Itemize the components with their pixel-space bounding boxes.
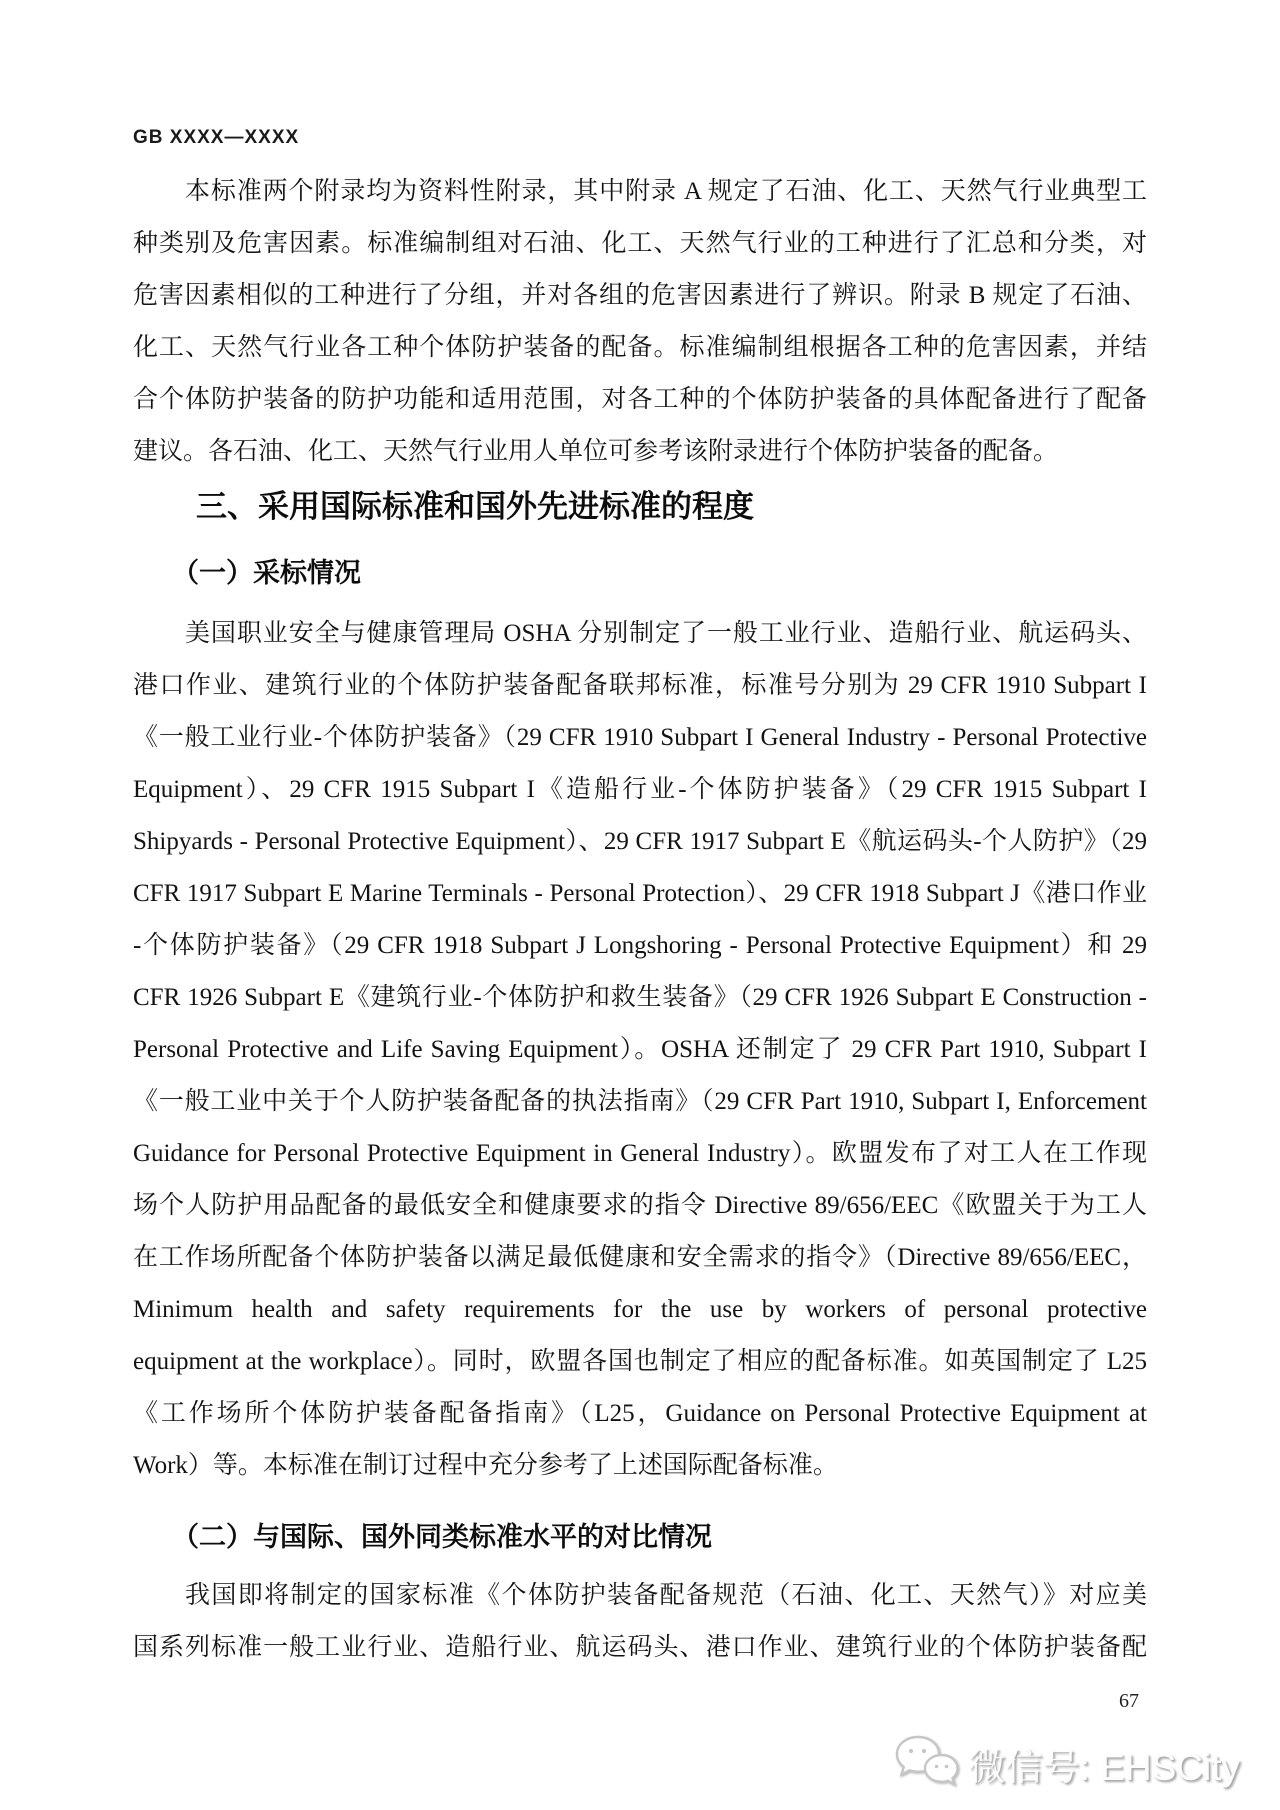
wechat-watermark — [893, 1734, 1240, 1793]
text-line: equipment at the workplace）。同时，欧盟各国也制定了相应的配备标准。如英国制定了 L25 — [133, 1348, 1147, 1375]
section-heading: 三、采用国际标准和国外先进标准的程度 — [196, 489, 754, 524]
text-line: CFR 1926 Subpart E《建筑行业-个体防护和救生装备》（29 CFR 1926 Subpart E Construction - — [133, 984, 1147, 1011]
text-line: Guidance for Personal Protective Equipment in General Industry）。欧盟发布了对工人在工作现 — [133, 1140, 1147, 1167]
text-line: CFR 1917 Subpart E Marine Terminals - Personal Protection）、29 CFR 1918 Subpart J《港口作业 — [133, 880, 1147, 907]
document-header: GB XXXX—XXXX — [133, 127, 300, 148]
text-line: 建议。各石油、化工、天然气行业用人单位可参考该附录进行个体防护装备的配备。 — [133, 438, 1059, 465]
text-line: 本标准两个附录均为资料性附录，其中附录 A 规定了石油、化工、天然气行业典型工 — [185, 178, 1147, 205]
watermark-text: 微信号: EHSCity — [968, 1746, 1240, 1788]
text-line: 我国即将制定的国家标准《个体防护装备配备规范（石油、化工、天然气）》对应美 — [185, 1582, 1147, 1609]
text-line: 化工、天然气行业各工种个体防护装备的配备。标准编制组根据各工种的危害因素，并结 — [133, 334, 1147, 361]
text-line: 《一般工业行业-个体防护装备》（29 CFR 1910 Subpart I General Industry - Personal Protective — [133, 724, 1147, 751]
text-line: 合个体防护装备的防护功能和适用范围，对各工种的个体防护装备的具体配备进行了配备 — [133, 386, 1147, 413]
adoption-paragraph — [133, 608, 1147, 1492]
intro-paragraph — [133, 166, 1147, 478]
subsection-heading-2: （二）与国际、国外同类标准水平的对比情况 — [172, 1522, 712, 1552]
text-line: Equipment）、29 CFR 1915 Subpart I《造船行业-个体防护装备》（29 CFR 1915 Subpart I — [133, 776, 1147, 803]
text-line: 危害因素相似的工种进行了分组，并对各组的危害因素进行了辨识。附录 B 规定了石油、 — [133, 282, 1147, 309]
comparison-paragraph — [133, 1570, 1147, 1674]
text-line: 在工作场所配备个体防护装备以满足最低健康和安全需求的指令》（Directive 89/656/EEC， — [133, 1244, 1147, 1271]
wechat-icon — [893, 1734, 959, 1793]
text-line: 场个人防护用品配备的最低安全和健康要求的指令 Directive 89/656/EEC《欧盟关于为工人 — [133, 1192, 1147, 1219]
text-line: -个体防护装备》（29 CFR 1918 Subpart J Longshoring - Personal Protective Equipment）和 29 — [133, 932, 1147, 959]
text-line: Personal Protective and Life Saving Equipment）。OSHA 还制定了 29 CFR Part 1910, Subpart I — [133, 1036, 1147, 1063]
text-line: 种类别及危害因素。标准编制组对石油、化工、天然气行业的工种进行了汇总和分类，对 — [133, 230, 1147, 257]
text-line: Shipyards - Personal Protective Equipment）、29 CFR 1917 Subpart E《航运码头-个人防护》（29 — [133, 828, 1147, 855]
subsection-heading-1: （一）采标情况 — [172, 558, 361, 588]
text-line: 国系列标准一般工业行业、造船行业、航运码头、港口作业、建筑行业的个体防护装备配 — [133, 1634, 1147, 1661]
text-line: 港口作业、建筑行业的个体防护装备配备联邦标准，标准号分别为 29 CFR 1910 Subpart I — [133, 672, 1147, 699]
text-line: 《一般工业中关于个人防护装备配备的执法指南》（29 CFR Part 1910, Subpart I, Enforcement — [133, 1088, 1147, 1115]
text-line: 《工作场所个体防护装备配备指南》（L25，Guidance on Personal Protective Equipment at — [133, 1400, 1147, 1427]
page-number: 67 — [1119, 1690, 1139, 1712]
text-line: 美国职业安全与健康管理局 OSHA 分别制定了一般工业行业、造船行业、航运码头、 — [185, 620, 1147, 647]
text-line: Work）等。本标准在制订过程中充分参考了上述国际配备标准。 — [133, 1452, 838, 1479]
text-line: Minimum health and safety requirements for the use by workers of personal protective — [133, 1296, 1147, 1323]
